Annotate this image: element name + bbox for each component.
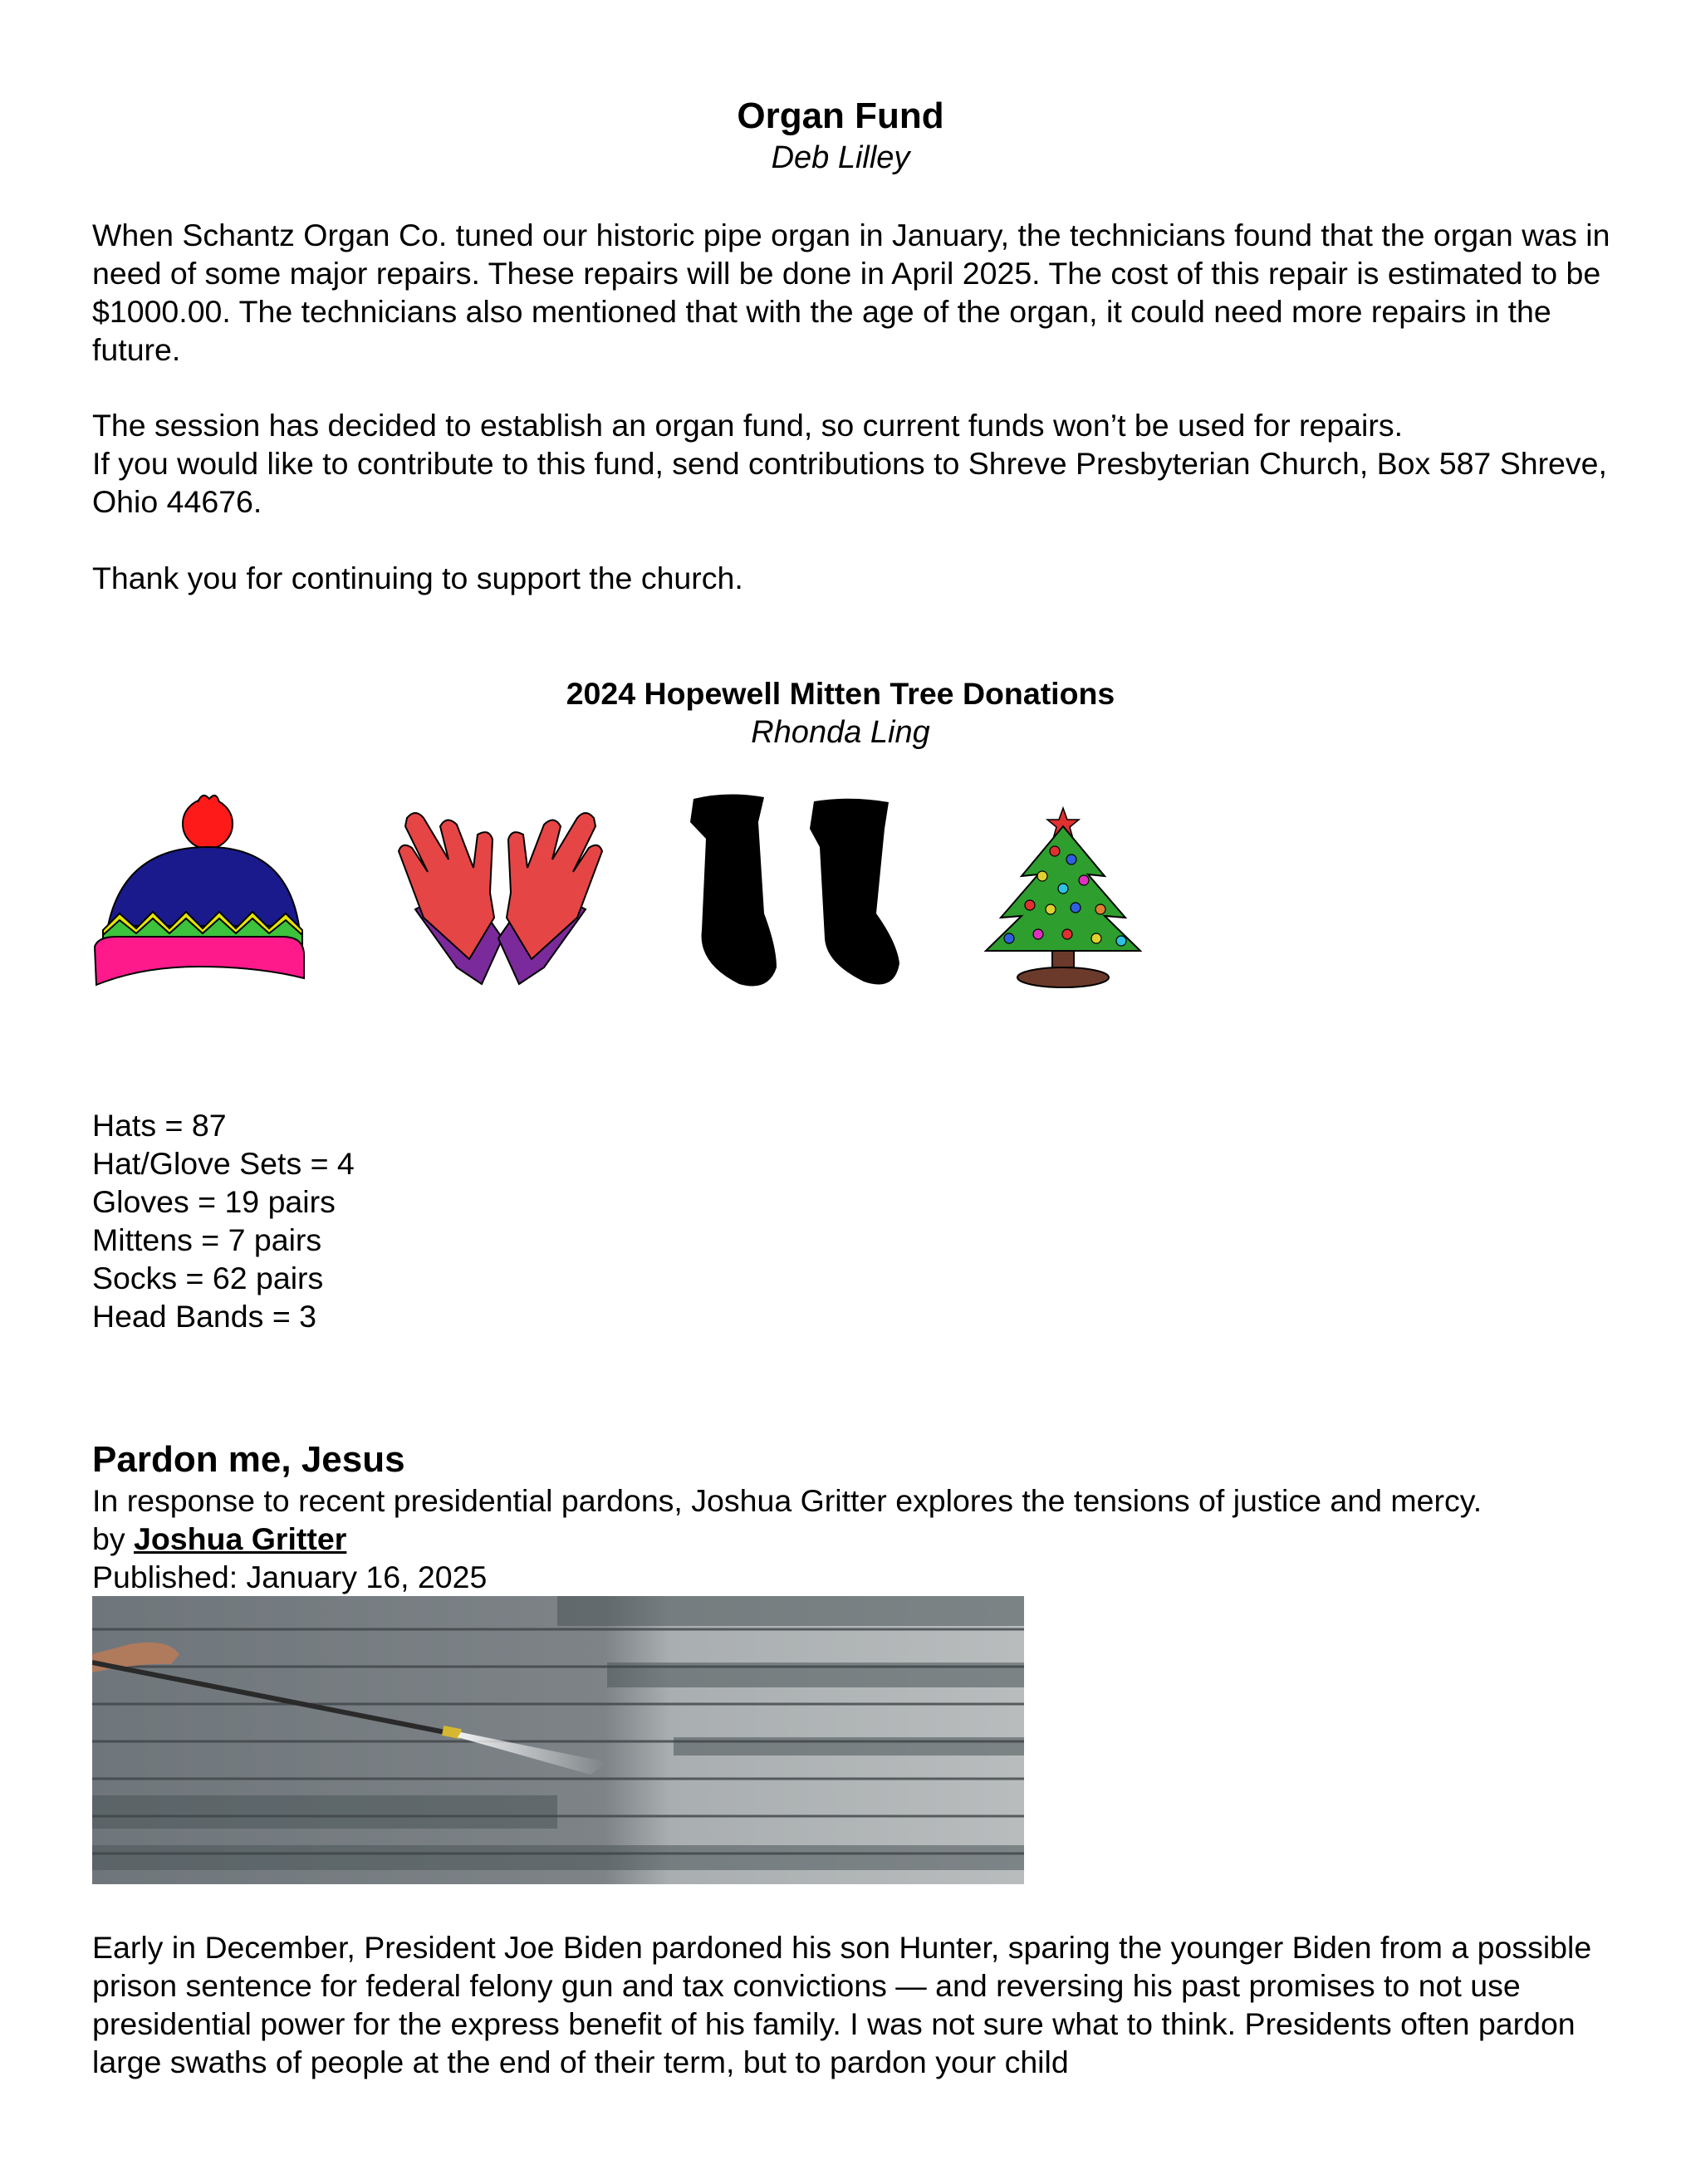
winter-hat-icon — [91, 789, 307, 992]
mitten-tree-title: 2024 Hopewell Mitten Tree Donations — [566, 676, 1115, 711]
organ-fund-title: Organ Fund — [737, 95, 944, 136]
list-item: Hat/Glove Sets = 4 — [92, 1146, 355, 1181]
christmas-tree-icon — [984, 801, 1142, 992]
list-item: Gloves = 19 pairs — [92, 1184, 336, 1219]
organ-fund-body — [92, 216, 1629, 369]
article-body: Early in December, President Joe Biden pardoned his son Hunter, sparing the younger Biden from a possible prison sentence for federal felony gun and tax convictions — and reversing his past promises to not use presidential power for the express benefit of his family. I was not sure what to think. Presidents often pardon large swaths of people at the end of their term, but to pardon your child — [92, 1930, 1592, 2079]
organ-fund-thanks: Thank you for continuing to support the church. — [92, 561, 743, 595]
list-item: Hats = 87 — [92, 1108, 227, 1143]
author-link[interactable]: Joshua Gritter — [134, 1521, 347, 1556]
organ-fund-paragraph-2-line-1: The session has decided to establish an organ fund, so current funds won’t be used for repairs. — [92, 408, 1404, 443]
list-item: Socks = 62 pairs — [92, 1261, 324, 1295]
mitten-tree-author: Rhonda Ling — [751, 715, 930, 750]
organ-fund-paragraph-1: When Schantz Organ Co. tuned our historic pipe organ in January, the technicians found that the organ was in need of some major repairs. These repairs will be done in April 2025. The cost of this repair is estimated to be $1000.00. The technicians also mentioned that with the age of the organ, it could need more repairs in the future. — [92, 218, 1610, 367]
article-byline — [92, 1520, 346, 1558]
organ-fund-body-2 — [92, 406, 1629, 521]
organ-fund-author: Deb Lilley — [771, 140, 910, 175]
list-item: Mittens = 7 pairs — [92, 1222, 322, 1257]
article-title: Pardon me, Jesus — [92, 1439, 405, 1480]
byline-prefix: by — [92, 1521, 125, 1556]
donation-list — [92, 1106, 355, 1335]
gloves-icon — [390, 793, 610, 992]
article-photo — [92, 1596, 1024, 1884]
article-subtitle: In response to recent presidential pardons, Joshua Gritter explores the tensions of justice and mercy. — [92, 1483, 1483, 1518]
list-item: Head Bands = 3 — [92, 1299, 316, 1334]
article-published-date: Published: January 16, 2025 — [92, 1560, 488, 1594]
socks-icon — [685, 789, 909, 992]
organ-fund-paragraph-2-line-2: If you would like to contribute to this fund, send contributions to Shreve Presbyterian Church, Box 587 Shreve, Ohio 44676. — [92, 446, 1607, 519]
